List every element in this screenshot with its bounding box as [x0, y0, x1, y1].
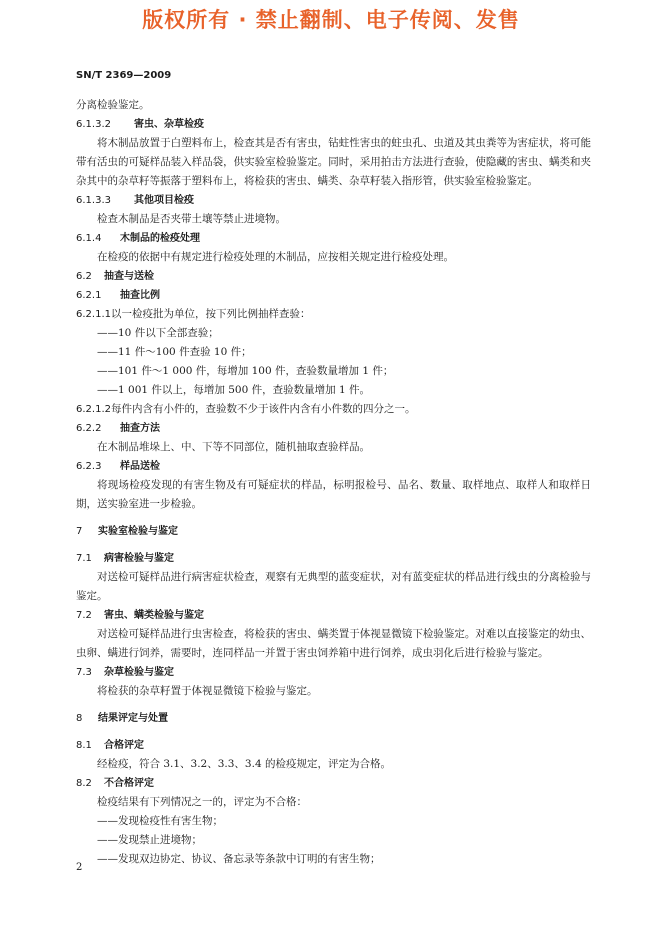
paragraph-text: 每件内含有小件的，查验数不少于该件内含有小件数的四分之一。 [111, 403, 416, 415]
section-number: 8.2 [76, 778, 92, 789]
paragraph-text: 将现场检疫发现的有害生物及有可疑症状的样品，标明报检号、品名、数量、取样地点、取样人和取样日期，送实验室进一步检验。 [76, 479, 591, 510]
section-number: 6.2.3 [76, 461, 102, 472]
paragraph-text: 在木制品堆垛上、中、下等不同部位，随机抽取查验样品。 [97, 441, 370, 453]
copyright-banner: 版权所有 · 禁止翻制、电子传阅、发售 [142, 8, 520, 32]
section-heading-6-1-4 [76, 229, 591, 248]
section-number: 8.1 [76, 740, 92, 751]
section-number: 6.2.1.2 [76, 404, 111, 415]
section-number: 7.1 [76, 553, 92, 564]
section-heading-8-2 [76, 774, 591, 793]
section-title: 其他项目检疫 [134, 195, 194, 206]
section-title: 杂草检验与鉴定 [104, 667, 174, 678]
paragraph-text: 分离检验鉴定。 [76, 99, 150, 111]
list-item: ——11 件～100 件查验 10 件； [97, 346, 252, 358]
page-number: 2 [76, 862, 83, 873]
section-heading-6-2 [76, 267, 591, 286]
section-number: 6.2.2 [76, 423, 102, 434]
section-number: 6.2.1 [76, 290, 102, 301]
paragraph-text: 检查木制品是否夹带土壤等禁止进境物。 [97, 213, 286, 225]
standard-number: SN/T 2369—2009 [76, 70, 172, 81]
clause-6-2-1-2 [76, 400, 591, 419]
section-heading-7-1 [76, 549, 591, 568]
section-number: 8 [76, 713, 83, 724]
section-title: 害虫、螨类检验与鉴定 [104, 610, 204, 621]
section-number: 6.1.3.2 [76, 119, 111, 130]
section-heading-6-2-2 [76, 419, 591, 438]
list-item: ——101 件～1 000 件，每增加 100 件，查验数量增加 1 件； [97, 365, 394, 377]
section-title: 实验室检验与鉴定 [98, 526, 178, 537]
section-heading-8-1 [76, 736, 591, 755]
paragraph-text: 对送检可疑样品进行病害症状检查，观察有无典型的蓝变症状，对有蓝变症状的样品进行线虫的分离检验与鉴定。 [76, 571, 591, 602]
section-title: 不合格评定 [104, 778, 154, 789]
section-title: 木制品的检疫处理 [120, 233, 200, 244]
document-body [76, 96, 591, 869]
section-number: 7.3 [76, 667, 92, 678]
section-number: 7 [76, 526, 83, 537]
section-heading-6-2-1 [76, 286, 591, 305]
section-number: 6.1.4 [76, 233, 102, 244]
section-heading-6-2-3 [76, 457, 591, 476]
section-title: 抽查与送检 [104, 271, 154, 282]
paragraph-text: 对送检可疑样品进行虫害检查，将检获的害虫、螨类置于体视显微镜下检验鉴定。对难以直接鉴定的幼虫、虫卵、螨进行饲养，需要时，连同样品一并置于害虫饲养箱中进行饲养，成虫羽化后进行检验与鉴定。 [76, 628, 591, 659]
paragraph-text: 检疫结果有下列情况之一的，评定为不合格： [97, 796, 307, 808]
section-heading-7-3 [76, 663, 591, 682]
section-title: 样品送检 [120, 461, 160, 472]
paragraph-text: 以一检疫批为单位，按下列比例抽样查验： [111, 308, 311, 320]
section-number: 6.2.1.1 [76, 309, 111, 320]
list-item: ——10 件以下全部查验； [97, 327, 219, 339]
list-item: ——发现双边协定、协议、备忘录等条款中订明的有害生物； [97, 853, 381, 865]
section-number: 6.1.3.3 [76, 195, 111, 206]
section-heading-6-1-3-3 [76, 191, 591, 210]
section-title: 病害检验与鉴定 [104, 553, 174, 564]
section-title: 抽查比例 [120, 290, 160, 301]
list-item: ——发现禁止进境物； [97, 834, 202, 846]
section-title: 结果评定与处置 [98, 713, 168, 724]
section-heading-8 [76, 709, 591, 728]
section-heading-7 [76, 522, 591, 541]
paragraph-text: 将木制品放置于白塑料布上，检查其是否有害虫，钻蛀性害虫的蛀虫孔、虫道及其虫粪等为害症状，将可能带有活虫的可疑样品装入样品袋，供实验室检验鉴定。同时，采用拍击方法进行查验，使隐藏的害虫、螨类和夹杂其中的杂草籽等振落于塑料布上，将检获的害虫、螨类、杂草籽装入指形管，供实验室检验鉴定。 [76, 137, 591, 187]
list-item: ——1 001 件以上，每增加 500 件，查验数量增加 1 件。 [97, 384, 370, 396]
section-title: 害虫、杂草检疫 [134, 119, 204, 130]
paragraph-text: 在检疫的依据中有规定进行检疫处理的木制品，应按相关规定进行检疫处理。 [97, 251, 454, 263]
paragraph-text: 经检疫，符合 3.1、3.2、3.3、3.4 的检疫规定，评定为合格。 [97, 758, 391, 770]
clause-6-2-1-1 [76, 305, 591, 324]
list-item: ——发现检疫性有害生物； [97, 815, 223, 827]
section-number: 6.2 [76, 271, 92, 282]
section-title: 合格评定 [104, 740, 144, 751]
section-heading-6-1-3-2 [76, 115, 591, 134]
section-title: 抽查方法 [120, 423, 160, 434]
paragraph-text: 将检获的杂草籽置于体视显微镜下检验与鉴定。 [97, 685, 318, 697]
section-heading-7-2 [76, 606, 591, 625]
section-number: 7.2 [76, 610, 92, 621]
